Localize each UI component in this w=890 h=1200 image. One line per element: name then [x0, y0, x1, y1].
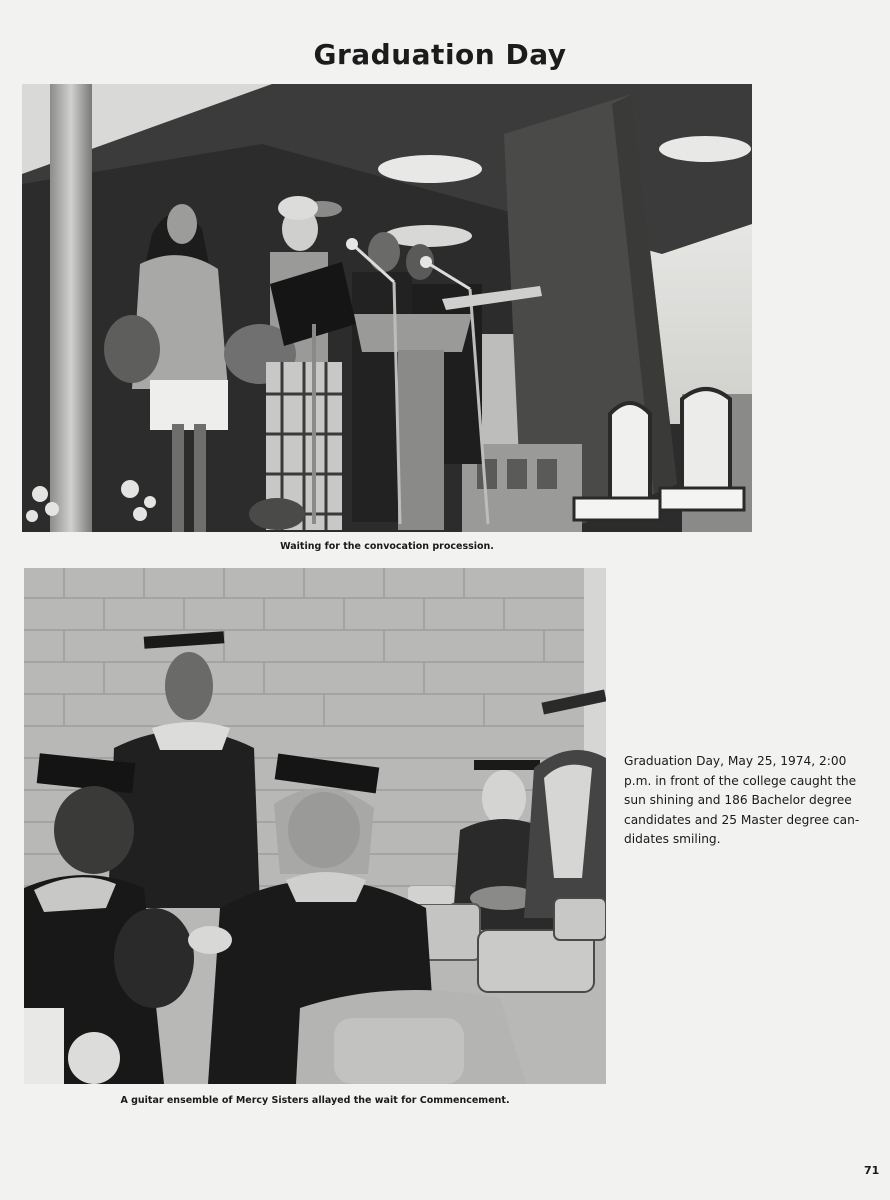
- page-number: 71: [864, 1164, 880, 1177]
- photo-guitar-ensemble: [22, 84, 752, 532]
- article-line: didates smiling.: [624, 832, 721, 846]
- article-line: p.m. in front of the college caught the: [624, 773, 857, 788]
- photo-graduates: [24, 568, 606, 1084]
- article-line: sun shining and 186 Bachelor degree: [624, 793, 852, 807]
- article-line: candidates and 25 Master degree can-: [624, 812, 860, 827]
- caption-bottom-photo: A guitar ensemble of Mercy Sisters allayed the wait for Commencement.: [120, 1095, 510, 1106]
- article-line: Graduation Day, May 25, 1974, 2:00: [624, 754, 847, 768]
- caption-top-photo: Waiting for the convocation procession.: [280, 541, 494, 552]
- page-title: Graduation Day: [313, 38, 567, 71]
- article-text: [624, 752, 864, 850]
